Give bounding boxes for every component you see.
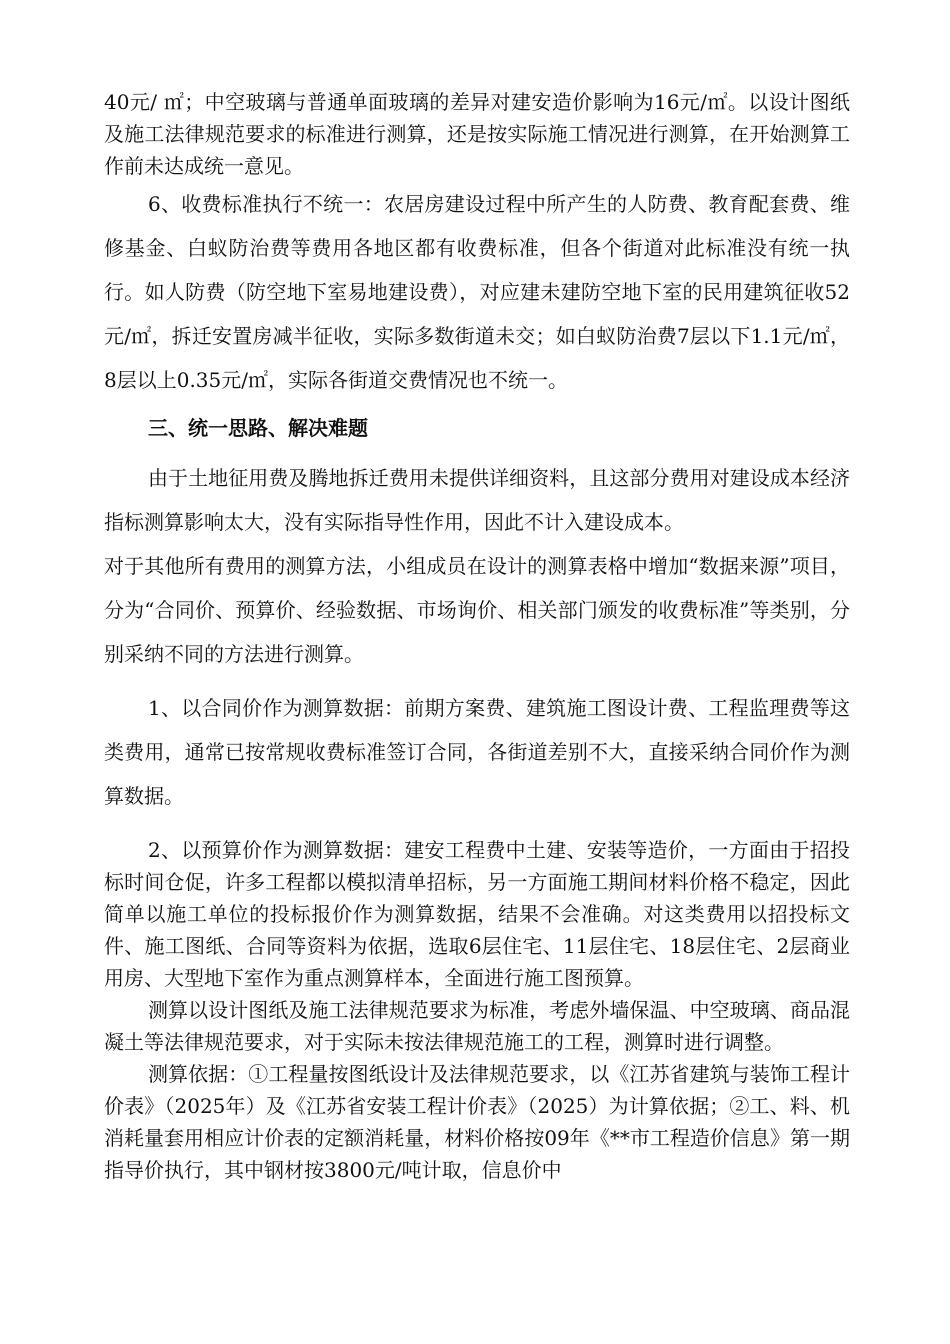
section-heading-3: 三、统一思路、解决难题 [148, 416, 368, 440]
paragraph-budget-price: 2、以预算价作为测算数据：建安工程费中土建、安装等造价，一方面由于招投标时间仓促，许多工程都以模拟清单招标，另一方面施工期间材料价格不稳定，因此简单以施工单位的投标报价作为测算数据，结果不会准确。对这类费用以招投标文件、施工图纸、合同等资料为依据，选取6层住宅、11层住宅、18层住宅、2层商业用房、大型地下室作为重点测算样本，全面进行施工图预算。 [104, 838, 850, 990]
paragraph-calculation-standard: 测算以设计图纸及施工法律规范要求为标准，考虑外墙保温、中空玻璃、商品混凝土等法律规范要求，对于实际未按法律规范施工的工程，测算时进行调整。 [104, 998, 850, 1054]
paragraph-calculation-basis: 测算依据：①工程量按图纸设计及法律规范要求，以《江苏省建筑与装饰工程计价表》（2025年）及《江苏省安装工程计价表》（2025）为计算依据；②工、料、机消耗量套用相应计价表的定额消耗量，材料价格按09年《**市工程造价信息》第一期指导价执行，其中钢材按3800元/吨计取，信息价中 [104, 1062, 850, 1182]
paragraph-contract-price: 1、以合同价作为测算数据：前期方案费、建筑施工图设计费、工程监理费等这类费用，通常已按常规收费标准签订合同，各街道差别不大，直接采纳合同价作为测算数据。 [104, 696, 850, 808]
paragraph-glass-cost: 40元/ ㎡；中空玻璃与普通单面玻璃的差异对建安造价影响为16元/㎡。以设计图纸及施工法律规范要求的标准进行测算，还是按实际施工情况进行测算，在开始测算工作前未达成统一意见。 [104, 90, 850, 178]
paragraph-data-source: 对于其他所有费用的测算方法，小组成员在设计的测算表格中增加“数据来源”项目，分为“合同价、预算价、经验数据、市场询价、相关部门颁发的收费标准”等类别，分别采纳不同的方法进行测算。 [104, 554, 850, 666]
paragraph-land-costs: 由于土地征用费及腾地拆迁费用未提供详细资料，且这部分费用对建设成本经济指标测算影响太大，没有实际指导性作用，因此不计入建设成本。 [104, 466, 850, 534]
paragraph-fee-standards: 6、收费标准执行不统一：农居房建设过程中所产生的人防费、教育配套费、维修基金、白蚁防治费等费用各地区都有收费标准，但各个街道对此标准没有统一执行。如人防费（防空地下室易地建设费），对应建未建防空地下室的民用建筑征收52元/㎡，拆迁安置房减半征收，实际多数街道未交；如白蚁防治费7层以下1.1元/㎡，8层以上0.35元/㎡，实际各街道交费情况也不统一。 [104, 192, 850, 392]
document-page [104, 86, 850, 1186]
